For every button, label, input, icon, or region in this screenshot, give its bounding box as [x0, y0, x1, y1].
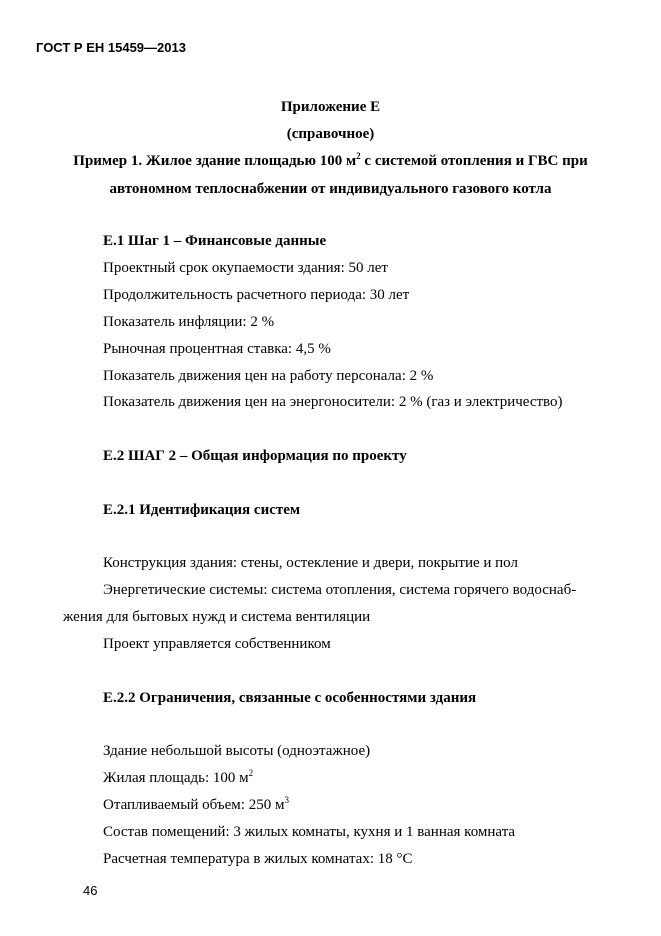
appendix-title: Приложение Е	[280, 99, 381, 115]
text-line: Конструкция здания: стены, остекление и двери, покрытие и пол	[103, 555, 518, 571]
sup: 2	[248, 768, 254, 778]
page-number: 46	[83, 883, 98, 898]
text-line	[103, 769, 253, 787]
text-line: Здание небольшой высоты (одноэтажное)	[103, 743, 371, 759]
title-sup: 2	[356, 151, 361, 161]
appendix-note: (справочное)	[286, 126, 375, 142]
text-line: Рыночная процентная ставка: 4,5 %	[103, 341, 331, 357]
text-line: Энергетические системы: система отопления, система горячего водоснаб-	[103, 582, 577, 598]
section-heading: Е.1 Шаг 1 – Финансовые данные	[103, 233, 327, 249]
text-line: жения для бытовых нужд и система вентиляции	[63, 609, 371, 625]
section-heading: Е.2.1 Идентификация систем	[103, 502, 301, 518]
section-heading: Е.2.2 Ограничения, связанные с особенностями здания	[103, 690, 477, 706]
sup: 3	[284, 795, 289, 805]
title-text-a: Пример 1. Жилое здание площадью 100 м	[73, 153, 357, 169]
text-line: Проект управляется собственником	[103, 636, 331, 652]
text-line: Показатель движения цен на энергоносители: 2 % (газ и электричество)	[103, 394, 563, 410]
text: Жилая площадь: 100 м	[103, 770, 249, 786]
text-line: Показатель инфляции: 2 %	[103, 314, 275, 330]
text-line: Продолжительность расчетного периода: 30 лет	[103, 287, 410, 303]
text-line: Состав помещений: 3 жилых комнаты, кухня и 1 ванная комната	[103, 824, 516, 840]
example-title-line2: автономном теплоснабжении от индивидуального газового котла	[109, 181, 552, 197]
document-header: ГОСТ Р ЕН 15459—2013	[36, 40, 186, 55]
text-line: Проектный срок окупаемости здания: 50 лет	[103, 260, 388, 276]
text-line: Расчетная температура в жилых комнатах: 18 °С	[103, 851, 413, 867]
text-line	[103, 796, 289, 814]
text: Отапливаемый объем: 250 м	[103, 797, 285, 813]
example-title-line1	[0, 152, 661, 170]
section-heading: Е.2 ШАГ 2 – Общая информация по проекту	[103, 448, 407, 464]
title-text-b: с системой отопления и ГВС при	[360, 153, 588, 169]
text-line: Показатель движения цен на работу персонала: 2 %	[103, 368, 434, 384]
